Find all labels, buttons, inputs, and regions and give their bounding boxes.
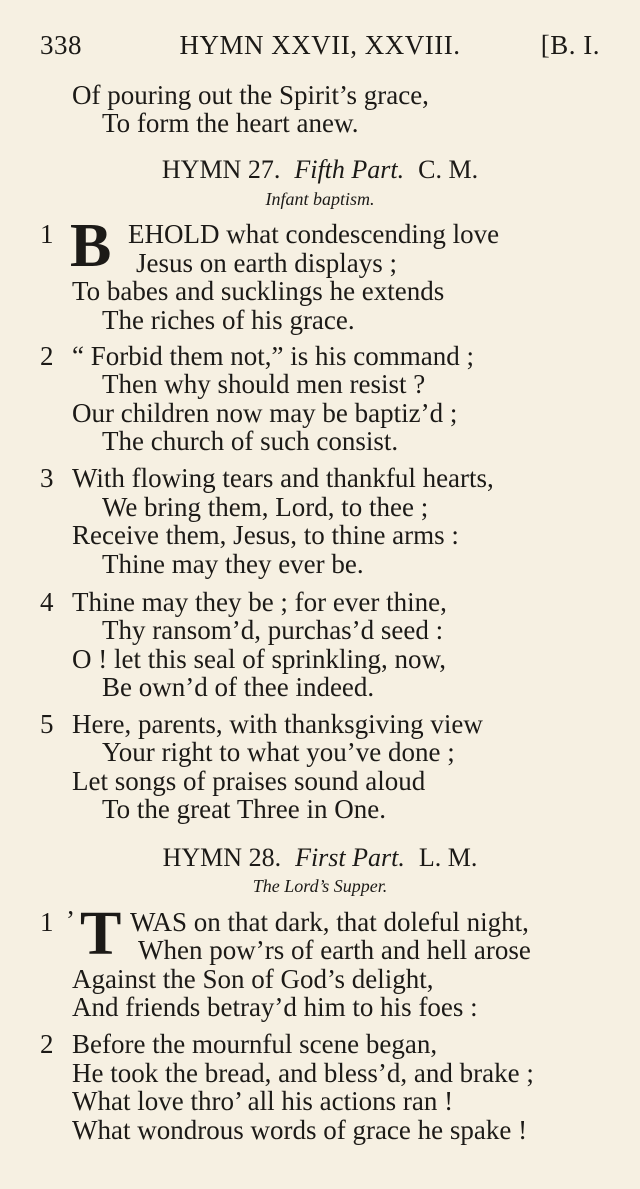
- verse-line: Thine may they ever be.: [102, 549, 364, 579]
- hymn-meter: C. M.: [418, 155, 479, 184]
- verse-line: Thy ransom’d, purchas’d seed :: [102, 615, 444, 645]
- verse-line: Your right to what you’ve done ;: [102, 737, 455, 767]
- page-number: 338: [40, 30, 82, 60]
- verse-line: What wondrous words of grace he spake !: [72, 1115, 528, 1145]
- verse-line: “ Forbid them not,” is his command ;: [72, 341, 474, 371]
- continuation-line: Of pouring out the Spirit’s grace,: [72, 80, 429, 110]
- verse-line: We bring them, Lord, to thee ;: [102, 492, 429, 522]
- verse-line: O ! let this seal of sprinkling, now,: [72, 644, 446, 674]
- hymn-subtitle: The Lord’s Supper.: [252, 876, 388, 896]
- verse-number: 1: [40, 219, 54, 249]
- verse-line: Against the Son of God’s delight,: [72, 964, 434, 994]
- opening-apostrophe: ’: [66, 905, 75, 935]
- hymn-meter: L. M.: [418, 843, 478, 872]
- hymn-subtitle: Infant baptism.: [265, 189, 375, 209]
- page-header: [40, 30, 600, 66]
- verse-line: What love thro’ all his actions ran !: [72, 1086, 454, 1116]
- verse-line: To the great Three in One.: [102, 794, 387, 824]
- verse-line: Let songs of praises sound aloud: [72, 766, 426, 796]
- verse-line: Receive them, Jesus, to thine arms :: [72, 520, 459, 550]
- hymn-title: [0, 845, 640, 871]
- verse-line: When pow’rs of earth and hell arose: [138, 935, 531, 965]
- verse-line: With flowing tears and thankful hearts,: [72, 463, 494, 493]
- verse-line: Our children now may be baptiz’d ;: [72, 398, 458, 428]
- verse-line: Before the mournful scene began,: [72, 1029, 438, 1059]
- hymn-number: HYMN 28.: [162, 843, 282, 872]
- running-title: HYMN XXVII, XXVIII.: [179, 30, 461, 60]
- hymn-part: Fifth Part.: [294, 155, 405, 184]
- verse-line: EHOLD what condescending love: [128, 219, 500, 249]
- verse-line: Here, parents, with thanksgiving view: [72, 709, 483, 739]
- verse-line: Thine may they be ; for ever thine,: [72, 587, 447, 617]
- hymn-part: First Part.: [295, 843, 405, 872]
- verse-line: Be own’d of thee indeed.: [102, 672, 375, 702]
- continuation-line: To form the heart anew.: [102, 108, 359, 138]
- hymn-number: HYMN 27.: [161, 155, 281, 184]
- verse-number: 2: [40, 1029, 54, 1059]
- verse-line: The riches of his grace.: [102, 305, 355, 335]
- verse-line: And friends betray’d him to his foes :: [72, 992, 478, 1022]
- verse-number: 3: [40, 463, 54, 493]
- hymn-title: [0, 157, 640, 183]
- drop-cap: B: [70, 212, 112, 280]
- verse-number: 5: [40, 709, 54, 739]
- drop-cap: T: [80, 900, 122, 968]
- verse-number: 4: [40, 587, 54, 617]
- verse-number: 2: [40, 341, 54, 371]
- verse-number: 1: [40, 907, 54, 937]
- book-reference: [B. I.: [540, 30, 600, 60]
- verse-line: WAS on that dark, that doleful night,: [130, 907, 529, 937]
- verse-line: He took the bread, and bless’d, and brake ;: [72, 1058, 534, 1088]
- verse-line: To babes and sucklings he extends: [72, 276, 445, 306]
- verse-line: Jesus on earth displays ;: [136, 248, 397, 278]
- verse-line: The church of such consist.: [102, 426, 399, 456]
- verse-line: Then why should men resist ?: [102, 369, 426, 399]
